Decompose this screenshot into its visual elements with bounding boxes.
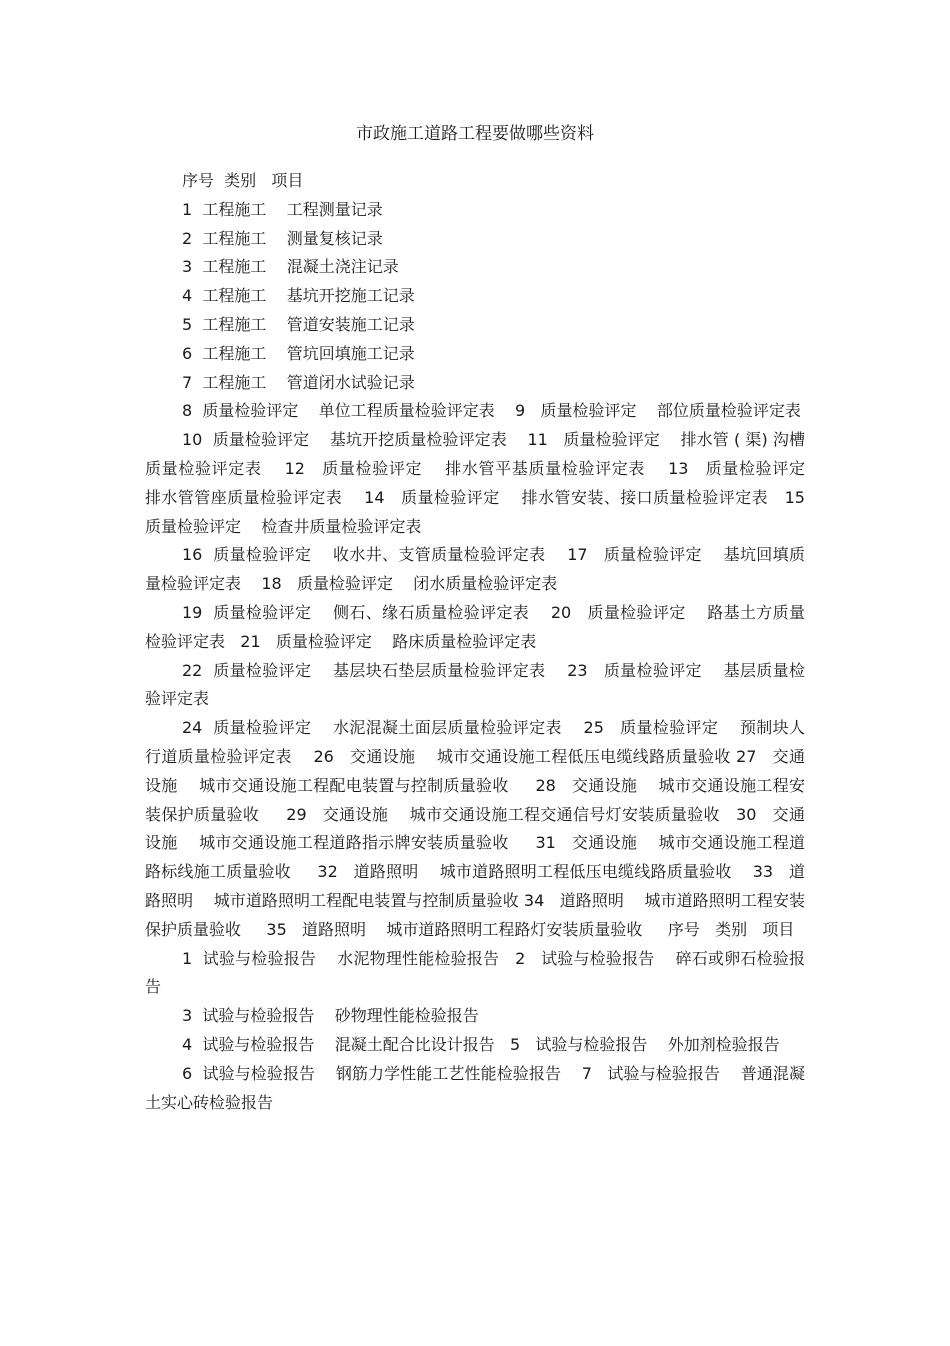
paragraph-test-items-1-2: 1 试验与检验报告 水泥物理性能检验报告 2 试验与检验报告 碎石或卵石检验报告 bbox=[145, 948, 805, 997]
paragraph-item-7: 7 工程施工 管道闭水试验记录 bbox=[182, 372, 415, 392]
paragraph-header-1: 序号 类别 项目 bbox=[182, 171, 304, 190]
paragraph-item-5: 5 工程施工 管道安装施工记录 bbox=[182, 314, 415, 334]
document-title: 市政施工道路工程要做哪些资料 bbox=[356, 124, 594, 144]
paragraph-items-10-15: 10 质量检验评定 基坑开挖质量检验评定表 11 质量检验评定 排水管 ( 渠) 沟槽质量检验评定表 12 质量检验评定 排水管平基质量检验评定表 13 质量检验评定 排水管管座质量检验评定表 14 质量检验评定 排水管安装、接口质量检验评定表 15 质量检验评定 检查井质量检验评定表 bbox=[145, 430, 826, 536]
paragraph-items-16-18: 16 质量检验评定 收水井、支管质量检验评定表 17 质量检验评定 基坑回填质量检验评定表 18 质量检验评定 闭水质量检验评定表 bbox=[145, 545, 805, 594]
paragraph-items-22-23: 22 质量检验评定 基层块石垫层质量检验评定表 23 质量检验评定 基层质量检验评定表 bbox=[145, 660, 805, 709]
paragraph-test-items-4-5: 4 试验与检验报告 混凝土配合比设计报告 5 试验与检验报告 外加剂检验报告 bbox=[182, 1034, 780, 1054]
paragraph-test-items-6-7: 6 试验与检验报告 钢筋力学性能工艺性能检验报告 7 试验与检验报告 普通混凝土实心砖检验报告 bbox=[145, 1063, 805, 1112]
paragraph-item-6: 6 工程施工 管坑回填施工记录 bbox=[182, 343, 415, 363]
paragraph-items-24-35: 24 质量检验评定 水泥混凝土面层质量检验评定表 25 质量检验评定 预制块人行道质量检验评定表 26 交通设施 城市交通设施工程低压电缆线路质量验收 27 交通设施 城市交通设施工程配电装置与控制质量验收 28 交通设施 城市交通设施工程安装保护质量验收 29 交通设施 城市交通设施工程交通信号灯安装质量验收 30 交通设施 城市交通设施工程道路指示牌安装质量验收 31 交通设施 城市交通设施工程道路标线施工质量验收 32 道路照明 城市道路照明工程低压电缆线路质量验收 33 道路照明 城市道路照明工程配电装置与控制质量验收 34 道路照明 城市道路照明工程安装保护质量验收 35 道路照明 城市道路照明工程路灯安装质量验收 序号 类别 项目 bbox=[145, 718, 805, 939]
paragraph-item-4: 4 工程施工 基坑开挖施工记录 bbox=[182, 286, 415, 306]
paragraph-items-8-9: 8 质量检验评定 单位工程质量检验评定表 9 质量检验评定 部位质量检验评定表 bbox=[182, 401, 801, 421]
document-body bbox=[145, 167, 826, 1117]
paragraph-test-item-3: 3 试验与检验报告 砂物理性能检验报告 bbox=[182, 1006, 479, 1026]
paragraph-item-2: 2 工程施工 测量复核记录 bbox=[182, 228, 383, 248]
paragraph-items-19-21: 19 质量检验评定 侧石、缘石质量检验评定表 20 质量检验评定 路基土方质量检验评定表 21 质量检验评定 路床质量检验评定表 bbox=[145, 602, 805, 651]
paragraph-item-3: 3 工程施工 混凝土浇注记录 bbox=[182, 257, 399, 277]
paragraph-item-1: 1 工程施工 工程测量记录 bbox=[182, 199, 383, 219]
